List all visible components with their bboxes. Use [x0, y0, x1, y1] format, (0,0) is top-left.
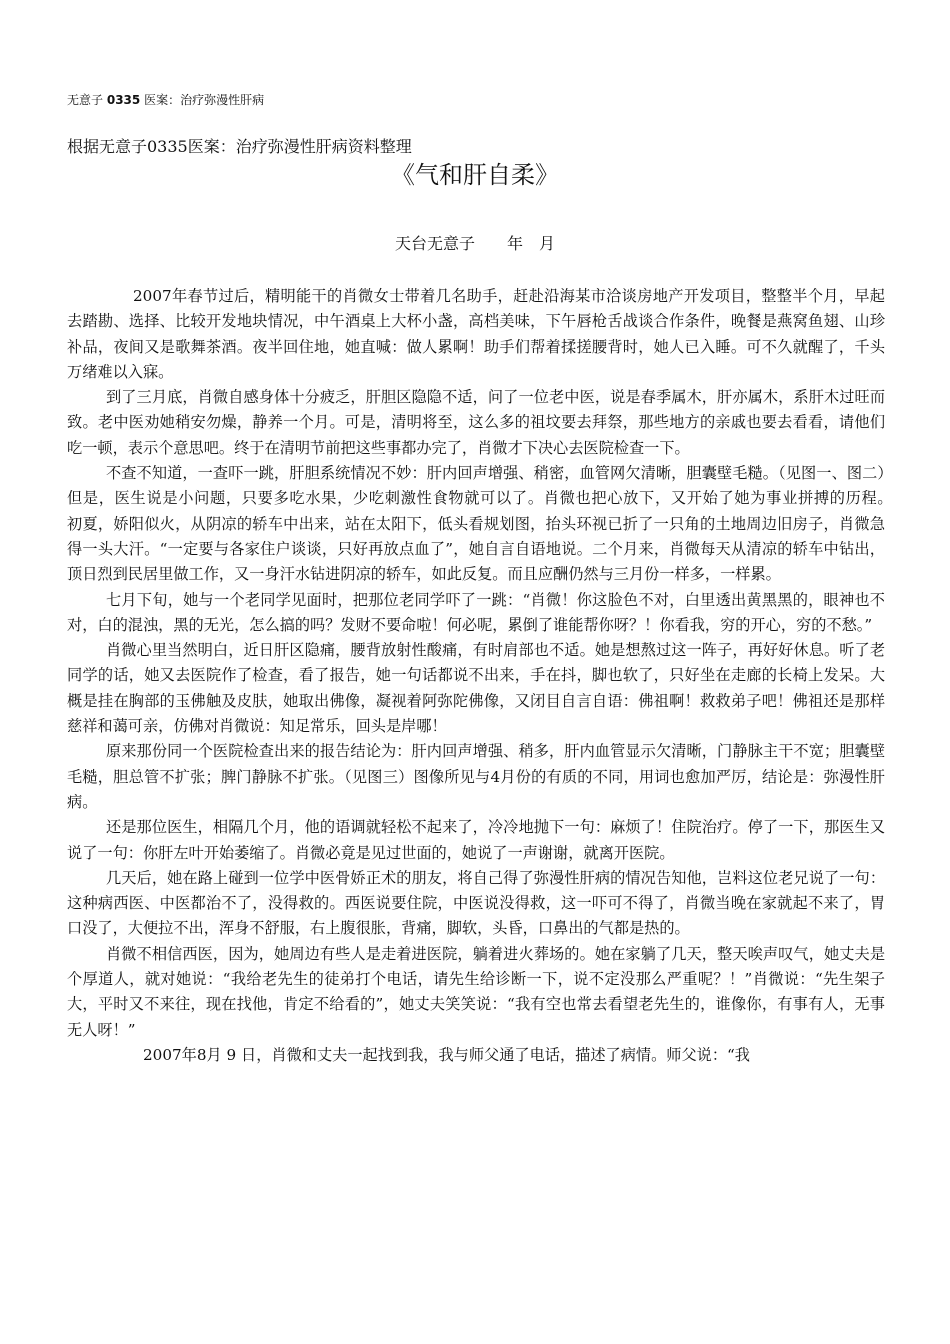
paragraph: 七月下旬，她与一个老同学见面时，把那位老同学吓了一跳：“肖微！你这脸色不对，白里透出黄黑黑的，眼神也不对，白的混浊，黑的无光，怎么搞的吗？发财不要命啦！何必呢，累倒了谁能帮你呀？！你看我，穷的开心，穷的不愁。” [67, 590, 885, 634]
page-header [67, 91, 264, 109]
header-prefix: 无意子 [67, 93, 104, 107]
document-title: 《气和肝自柔》 [391, 161, 559, 189]
header-code: 0335 [106, 93, 141, 107]
paragraph: 几天后，她在路上碰到一位学中医骨娇正术的朋友，将自己得了弥漫性肝病的情况告知他，岂料这位老兄说了一句：这种病西医、中医都治不了，没得救的。西医说要住院，中医说没得救，这一吓可不得了，肖微当晚在家就起不来了，胃口没了，大便拉不出，浑身不舒服，右上腹很胀，背痛，脚软，头昏，口鼻出的气都是热的。 [67, 868, 885, 938]
header-suffix: 医案：治疗弥漫性肝病 [144, 93, 265, 107]
document-body [67, 284, 916, 1068]
paragraph: 到了三月底，肖微自感身体十分疲乏，肝胆区隐隐不适，问了一位老中医，说是春季属木，肝亦属木，系肝木过旺而致。老中医劝她稍安勿燥，静养一个月。可是，清明将至，这么多的祖坟要去拜祭，那些地方的亲戚也要去看看，请他们吃一顿，表示个意思吧。终于在清明节前把这些事都办完了，肖微才下决心去医院检查一下。 [67, 388, 885, 457]
paragraph: 原来那份同一个医院检查出来的报告结论为：肝内回声增强、稍多，肝内血管显示欠清晰，门静脉主干不宽；胆囊壁毛糙，胆总管不扩张；脾门静脉不扩张。（见图三）图像所见与4月份的有质的不同，用词也愈加严厉，结论是：弥漫性肝病。 [67, 742, 885, 811]
paragraph: 肖微不相信西医，因为，她周边有些人是走着进医院，躺着进火葬场的。她在家躺了几天，整天唉声叹气，她丈夫是个厚道人，就对她说：“我给老先生的徒弟打个电话，请先生给诊断一下，说不定没那么严重呢？！”肖微说：“先生架子大，平时又不来往，现在找他，肯定不给看的”，她丈夫笑笑说：“我有空也常去看望老先生的，谁像你，有事有人，无事无人呀！” [67, 944, 885, 1039]
paragraph: 2007年春节过后，精明能干的肖微女士带着几名助手，赶赴沿海某市洽谈房地产开发项目，整整半个月，早起去踏勘、选择、比较开发地块情况，中午酒桌上大杯小盏，高档美味，下午唇枪舌战谈合作条件，晚餐是燕窝鱼翅、山珍补品，夜间又是歌舞茶酒。夜半回住地，她直喊：做人累啊！助手们帮着揉搓腰背时，她人已入睡。可不久就醒了，千头万绪难以入寐。 [67, 287, 885, 381]
paragraph: 还是那位医生，相隔几个月，他的语调就轻松不起来了，冷冷地抛下一句：麻烦了！住院治疗。停了一下，那医生又说了一句：你肝左叶开始萎缩了。肖微必竟是见过世面的，她说了一声谢谢，就离开医院。 [67, 818, 885, 862]
document-subtitle: 根据无意子0335医案：治疗弥漫性肝病资料整理 [67, 137, 412, 156]
paragraph: 2007年8月 9 日，肖微和丈夫一起找到我，我与师父通了电话，描述了病情。师父说：“我 [143, 1045, 750, 1064]
document-author-line: 天台无意子 年 月 [394, 234, 555, 253]
paragraph: 不查不知道，一查吓一跳，肝胆系统情况不妙：肝内回声增强、稍密，血管网欠清晰，胆囊壁毛糙。（见图一、图二）但是，医生说是小问题，只要多吃水果，少吃刺激性食物就可以了。肖微也把心放下，又开始了她为事业拼搏的历程。 初夏，娇阳似火，从阴凉的轿车中出来，站在太阳下，低头看规划图，抬头环视已折了一只角的土地周边旧房子，肖微急得一头大汗。“一定要与各家住户谈谈，只好再放点血了”，她自言自语地说。二个月来，肖微每天从清凉的轿车中钻出，顶日烈到民居里做工作，又一身汗水钻进阴凉的轿车，如此反复。而且应酬仍然与三月份一样多，一样累。 [67, 464, 916, 584]
paragraph: 肖微心里当然明白，近日肝区隐痛，腰背放射性酸痛，有时肩部也不适。她是想熬过这一阵子，再好好休息。听了老同学的话，她又去医院作了检查，看了报告，她一句话都说不出来，手在抖，脚也软了，只好坐在走廊的长椅上发呆。大概是挂在胸部的玉佛触及皮肤，她取出佛像，凝视着阿弥陀佛像，又闭目自言自语：佛祖啊！救救弟子吧！佛祖还是那样慈祥和蔼可亲，仿佛对肖微说：知足常乐，回头是岸哪！ [67, 641, 885, 736]
